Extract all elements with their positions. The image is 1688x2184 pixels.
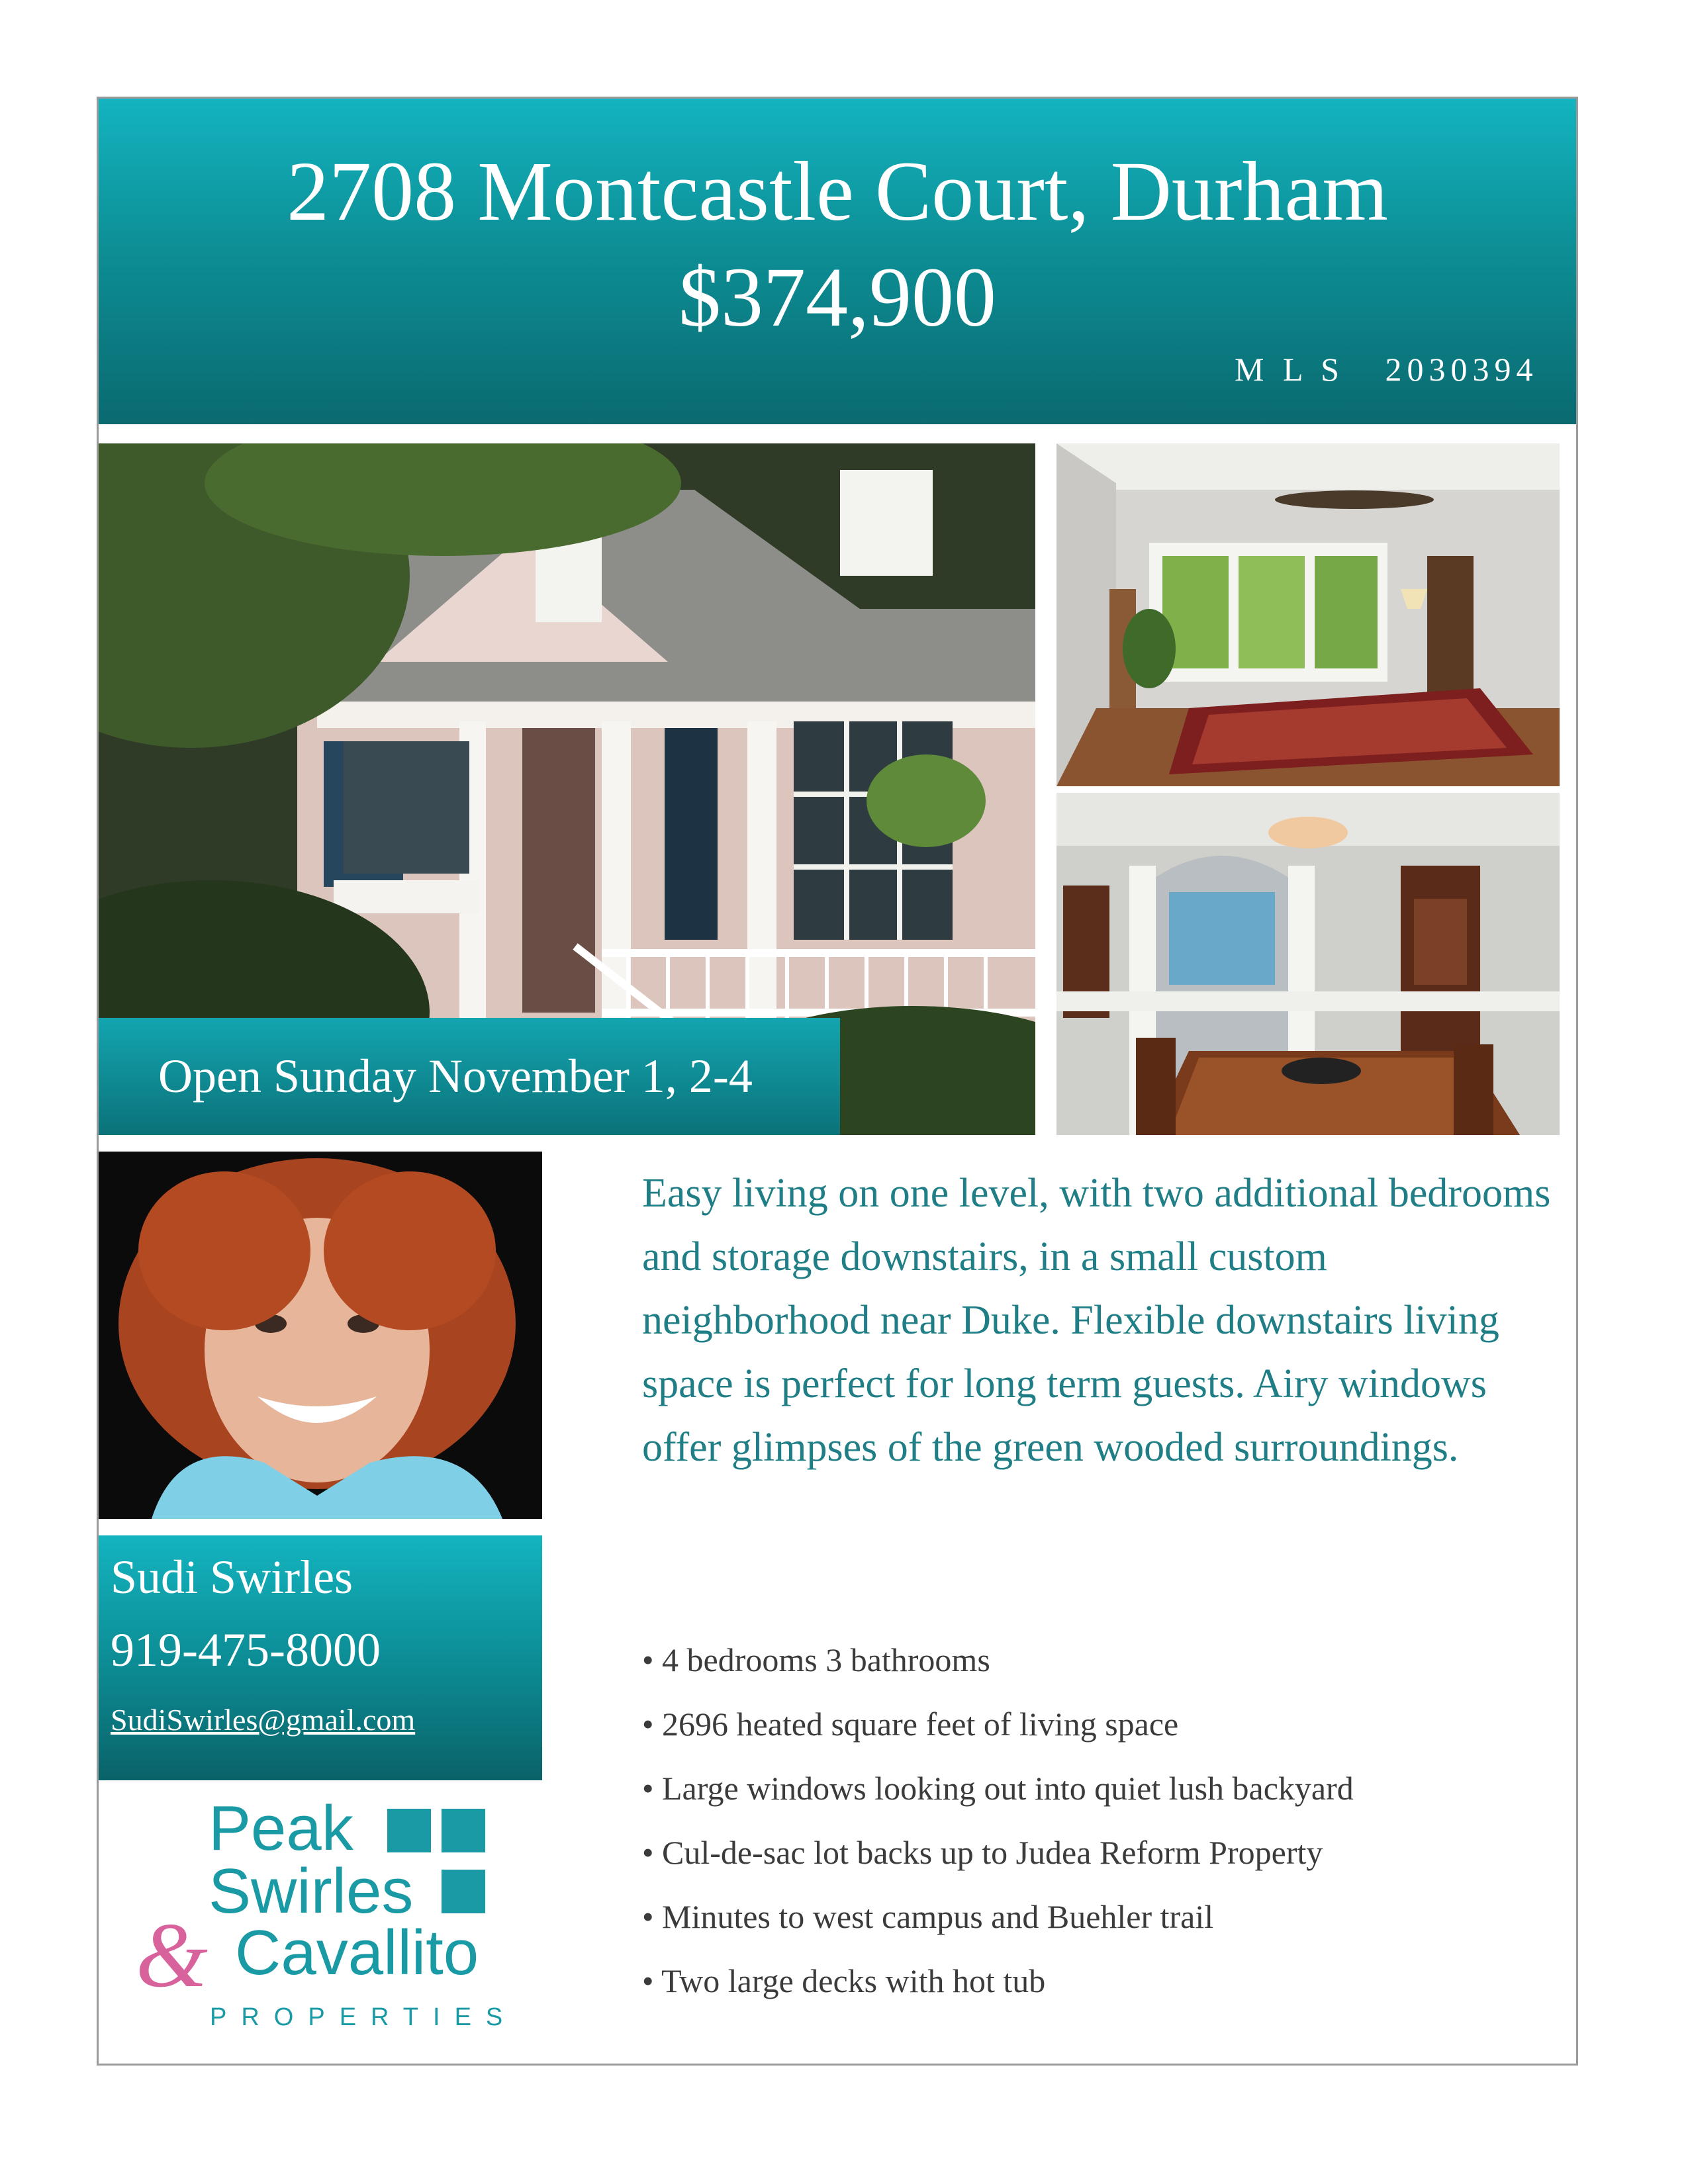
feature-item: • Two large decks with hot tub: [642, 1962, 1046, 1999]
feature-item: • Minutes to west campus and Buehler trail: [642, 1898, 1214, 1935]
feature-item: • 2696 heated square feet of living space: [642, 1706, 1179, 1743]
property-description: Easy living on one level, with two additional bedrooms and storage downstairs, in a small custom neighborhood near Duke. Flexible downstairs living space is perfect for long term guests. Airy windows offer glimpses of the green wooded surroundings.: [642, 1171, 1551, 1470]
feature-item: • 4 bedrooms 3 bathrooms: [642, 1641, 990, 1678]
header-banner: [99, 99, 1576, 424]
open-house-banner: Open Sunday November 1, 2-4: [99, 1018, 840, 1135]
agent-phone[interactable]: 919-475-8000: [111, 1623, 381, 1676]
features-list: [642, 1628, 1569, 2013]
logo-word-peak: Peak: [209, 1793, 353, 1864]
agent-photo: [99, 1152, 542, 1519]
agent-contact-box: [99, 1535, 542, 1780]
logo-square: [442, 1809, 485, 1852]
property-price: $374,900: [679, 250, 996, 344]
brokerage-logo: [136, 1793, 520, 2042]
logo-word-cavallito: Cavallito: [235, 1917, 479, 1988]
logo-word-properties: PROPERTIES: [210, 2003, 518, 2031]
feature-item: • Large windows looking out into quiet lush backyard: [642, 1770, 1354, 1807]
agent-name: Sudi Swirles: [111, 1551, 353, 1604]
dining-room-photo: [1056, 793, 1560, 1135]
agent-email-link[interactable]: SudiSwirles@gmail.com: [111, 1703, 416, 1737]
living-room-photo: [1056, 443, 1560, 786]
feature-item: • Cul-de-sac lot backs up to Judea Reform Property: [642, 1834, 1323, 1871]
logo-word-swirles: Swirles: [209, 1856, 414, 1927]
logo-square: [387, 1809, 431, 1852]
property-address: 2708 Montcastle Court, Durham: [287, 144, 1388, 238]
logo-square: [442, 1870, 485, 1913]
logo-ampersand: &: [136, 1904, 208, 2007]
mls-number: M L S 2030394: [1235, 351, 1538, 388]
